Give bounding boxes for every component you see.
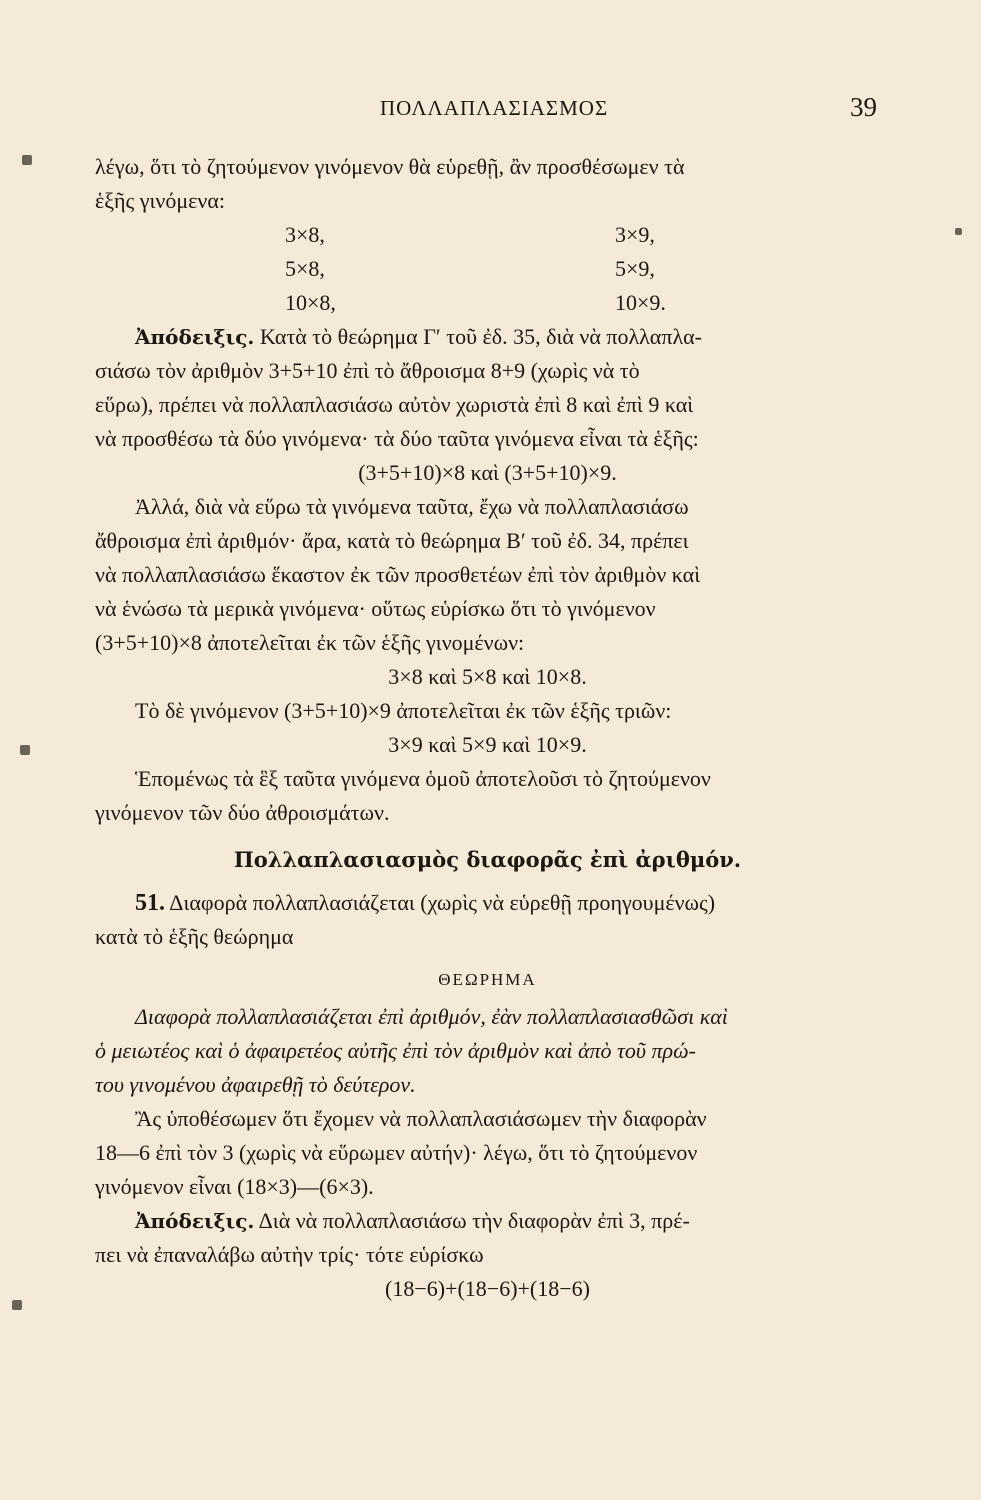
theorem-line: του γινομένου ἀφαιρεθῇ τὸ δεύτερον. [95,1072,416,1097]
page-header [0,92,981,132]
text-line: Ἀλλά, διὰ νὰ εὕρω τὰ γινόμενα ταῦτα, ἔχω νὰ πολλαπλασιάσω [135,494,689,519]
text-line: γινόμενον εἶναι (18×3)—(6×3). [95,1174,374,1199]
proof-label: Ἀπόδειξις. [135,1209,255,1233]
text-line: νὰ πολλαπλασιάσω ἕκαστον ἐκ τῶν προσθετέων ἐπὶ τὸν ἀριθμὸν καὶ [95,562,701,587]
text-line: (3+5+10)×8 ἀποτελεῖται ἐκ τῶν ἑξῆς γινομένων: [95,630,525,655]
theorem-line: ὁ μειωτέος καὶ ὁ ἀφαιρετέος αὐτῆς ἐπὶ τὸν ἀριθμὸν καὶ ἀπὸ τοῦ πρώ- [95,1038,696,1063]
proof-text: Διὰ νὰ πολλαπλασιάσω τὴν διαφορὰν ἐπὶ 3, πρέ- [258,1208,690,1233]
proof-text: Κατὰ τὸ θεώρημα Γ′ τοῦ ἐδ. 35, διὰ νὰ πολλαπλα- [259,324,702,349]
paragraph-text: Διαφορὰ πολλαπλασιάζεται (χωρὶς νὰ εὑρεθῇ προηγουμένως) [169,890,716,915]
text-line: νὰ προσθέσω τὰ δύο γινόμενα· τὰ δύο ταῦτα γινόμενα εἶναι τὰ ἑξῆς: [95,426,699,451]
text-line: κατὰ τὸ ἑξῆς θεώρημα [95,924,294,949]
text-line: 18—6 ἐπὶ τὸν 3 (χωρὶς νὰ εὕρωμεν αὐτήν)· λέγω, ὅτι τὸ ζητούμενον [95,1140,698,1165]
product-right: 3×9, [615,222,655,247]
product-row [95,252,880,286]
theorem-line: Διαφορὰ πολλαπλασιάζεται ἐπὶ ἀριθμόν, ἐὰν πολλαπλασιασθῶσι καὶ [135,1004,728,1029]
product-right: 5×9, [615,256,655,281]
running-title: ΠΟΛΛΑΠΛΑΣΙΑΣΜΟΣ [380,96,609,120]
text-line: νὰ ἑνώσω τὰ μερικὰ γινόμενα· οὕτως εὑρίσκω ὅτι τὸ γινόμενον [95,596,656,621]
text-line [95,886,880,920]
text-line: γινόμενον τῶν δύο ἀθροισμάτων. [95,800,390,825]
text-line [95,1204,880,1238]
proof-label: Ἀπόδειξις. [135,325,255,349]
theorem-title: ΘΕΩΡΗΜΑ [438,970,537,989]
text-line: σιάσω τὸν ἀριθμὸν 3+5+10 ἐπὶ τὸ ἄθροισμα 8+9 (χωρὶς νὰ τὸ [95,358,640,383]
text-line: Ἂς ὑποθέσωμεν ὅτι ἔχομεν νὰ πολλαπλασιάσωμεν τὴν διαφορὰν [135,1106,707,1131]
formula-line: (18−6)+(18−6)+(18−6) [385,1276,590,1301]
text-line: ἄθροισμα ἐπὶ ἀριθμόν· ἄρα, κατὰ τὸ θεώρημα Β′ τοῦ ἐδ. 34, πρέπει [95,528,689,553]
formula-line: (3+5+10)×8 καὶ (3+5+10)×9. [358,460,617,485]
text-line: λέγω, ὅτι τὸ ζητούμενον γινόμενον θὰ εὑρεθῇ, ἂν προσθέσωμεν τὰ [95,154,685,179]
section-heading: Πολλαπλασιασμὸς διαφορᾶς ἐπὶ ἀριθμόν. [233,847,742,872]
formula-line: 3×9 καὶ 5×9 καὶ 10×9. [388,732,587,757]
text-line: Ἑπομένως τὰ ἓξ ταῦτα γινόμενα ὁμοῦ ἀποτελοῦσι τὸ ζητούμενον [135,766,711,791]
product-left: 10×8, [285,290,336,315]
text-line [95,320,880,354]
product-row [95,286,880,320]
product-row [95,218,880,252]
text-line: ἑξῆς γινόμενα: [95,188,225,213]
formula-line: 3×8 καὶ 5×8 καὶ 10×8. [388,664,587,689]
text-line: Τὸ δὲ γινόμενον (3+5+10)×9 ἀποτελεῖται ἐκ τῶν ἑξῆς τριῶν: [135,698,672,723]
margin-mark [12,1300,22,1310]
margin-mark [20,745,30,755]
margin-mark [22,155,32,165]
paragraph-number: 51. [135,890,165,916]
product-right: 10×9. [615,290,666,315]
margin-mark [955,228,962,235]
text-line: εὕρω), πρέπει νὰ πολλαπλασιάσω αὐτὸν χωριστὰ ἐπὶ 8 καὶ ἐπὶ 9 καὶ [95,392,694,417]
text-line: πει νὰ ἐπαναλάβω αὐτὴν τρίς· τότε εὑρίσκω [95,1242,484,1267]
product-left: 5×8, [285,256,325,281]
page-body [95,150,880,1306]
product-left: 3×8, [285,222,325,247]
page-number: 39 [850,92,877,122]
